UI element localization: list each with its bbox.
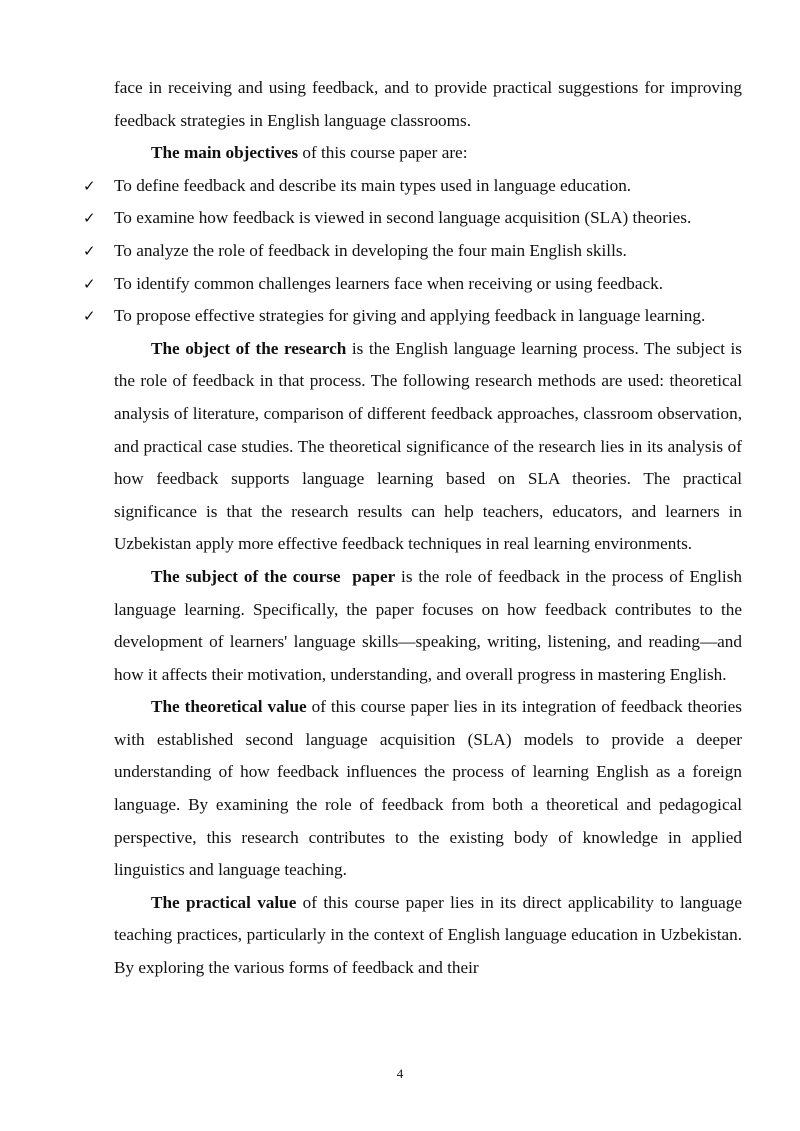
page-number: 4 bbox=[396, 1066, 404, 1081]
objective-text: To propose effective strategies for giving and applying feedback in language learning. bbox=[114, 306, 706, 326]
objectives-list bbox=[83, 170, 742, 333]
theoretical-value-paragraph bbox=[114, 691, 742, 887]
objectives-intro-text: of this course paper are: bbox=[298, 143, 468, 163]
object-of-research-text: is the English language learning process. The subject is the role of feedback in that process. The following research methods are used: theoretical analysis of literature, comparison of different feedback approaches, classroom observation, and practical case studies. The theoretical significance of the research lies in its analysis of how feedback supports language learning based on SLA theories. The practical significance is that the research results can help teachers, educators, and learners in Uzbekistan apply more effective feedback techniques in real learning environments. bbox=[114, 338, 742, 554]
theoretical-value-text: of this course paper lies in its integration of feedback theories with established second language acquisition (SLA) models to provide a deeper understanding of how feedback influences the process of learning English as a foreign language. By examining the role of feedback from both a theoretical and pedagogical perspective, this research contributes to the existing body of knowledge in applied linguistics and language teaching. bbox=[114, 697, 742, 880]
objective-item bbox=[83, 300, 742, 333]
intro-paragraph: face in receiving and using feedback, and to provide practical suggestions for improving feedback strategies in English language classrooms. bbox=[114, 78, 742, 130]
objective-item bbox=[83, 235, 742, 268]
checkmark-icon: ✓ bbox=[83, 209, 96, 228]
objective-text: To identify common challenges learners face when receiving or using feedback. bbox=[114, 273, 664, 293]
objectives-heading: The main objectives bbox=[151, 143, 299, 163]
checkmark-icon: ✓ bbox=[83, 176, 96, 195]
checkmark-icon: ✓ bbox=[83, 241, 96, 260]
object-of-research-paragraph bbox=[114, 333, 742, 561]
objectives-intro bbox=[114, 137, 742, 170]
practical-value-text: of this course paper lies in its direct applicability to language teaching practices, particularly in the context of English language education in Uzbekistan. By exploring the various forms of feedback and their bbox=[114, 892, 742, 978]
checkmark-icon: ✓ bbox=[83, 274, 96, 293]
objective-item bbox=[83, 268, 742, 301]
subject-paragraph bbox=[114, 561, 742, 691]
objective-item bbox=[83, 202, 742, 235]
objective-text: To analyze the role of feedback in developing the four main English skills. bbox=[114, 240, 627, 260]
subject-text: is the role of feedback in the process of English language learning. Specifically, the paper focuses on how feedback contributes to the development of learners' language skills—speaking, writing, listening, and reading—and how it affects their motivation, understanding, and overall progress in mastering English. bbox=[114, 566, 742, 684]
practical-value-heading: The practical value bbox=[151, 892, 297, 912]
objective-item bbox=[83, 170, 742, 203]
objective-text: To define feedback and describe its main types used in language education. bbox=[114, 175, 632, 195]
practical-value-paragraph bbox=[114, 887, 742, 985]
theoretical-value-heading: The theoretical value bbox=[151, 697, 307, 717]
checkmark-icon: ✓ bbox=[83, 307, 96, 326]
document-page bbox=[83, 72, 742, 985]
subject-heading: The subject of the course paper bbox=[151, 566, 396, 586]
objective-text: To examine how feedback is viewed in second language acquisition (SLA) theories. bbox=[114, 208, 692, 228]
object-of-research-heading: The object of the research bbox=[151, 338, 347, 358]
